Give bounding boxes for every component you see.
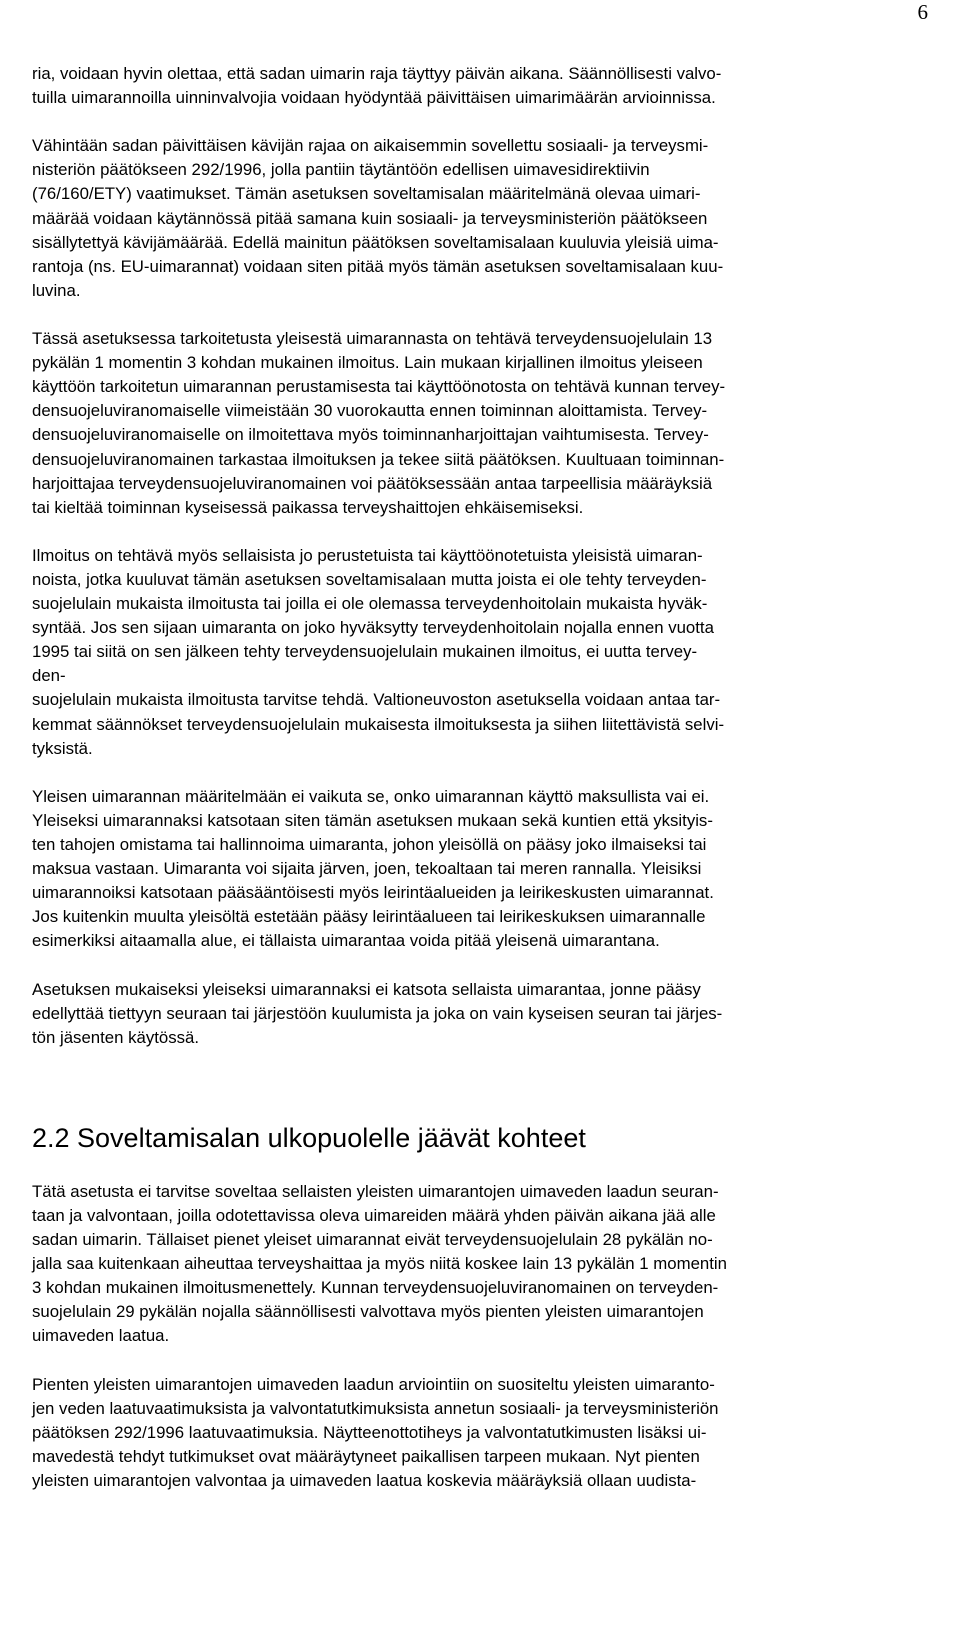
section-heading: 2.2 Soveltamisalan ulkopuolelle jäävät kohteet: [32, 1122, 586, 1153]
paragraph: Asetuksen mukaiseksi yleiseksi uimarannaksi ei katsota sellaista uimarantaa, jonne pääsy edellyttää tiettyyn seuraan tai järjestöön kuulumista ja joka on vain kyseisen seuran tai järjes- tön jäsenten käytössä.: [32, 979, 723, 1047]
paragraph: Yleisen uimarannan määritelmään ei vaikuta se, onko uimarannan käyttö maksullista vai ei. Yleiseksi uimarannaksi katsotaan siten tämän asetuksen mukaan sekä kuntien että yksityis- ten tahojen omistama tai hallinnoima uimaranta, johon yleisöllä on pääsy joko ilmaiseksi tai maksua vastaan. Uimaranta voi sijaita järven, joen, tekoaltaan tai meren rannalla. Yleisiksi uimarannoiksi katsotaan pääsääntöisesti myös leirintäalueiden ja leirikeskusten uimarannat. Jos kuitenkin muulta yleisöltä estetään pääsy leirintäalueen tai leirikeskuksen uimarannalle esimerkiksi aitaamalla alue, ei tällaista uimarantaa voida pitää yleisenä uimarantana.: [32, 786, 714, 951]
paragraph: ria, voidaan hyvin olettaa, että sadan uimarin raja täyttyy päivän aikana. Säännöllisesti valvo- tuilla uimarannoilla uinninvalvojia voidaan hyödyntää päivittäisen uimarimäärän arvioinnissa.: [32, 64, 722, 108]
paragraph: Vähintään sadan päivittäisen kävijän rajaa on aikaisemmin sovellettu sosiaali- ja terveysmi- nisteriön päätökseen 292/1996, jolla pantiin täytäntöön edellisen uimavesidirektiivin (76/160/ETY) vaatimukset. Tämän asetuksen soveltamisalan määritelmänä olevaa uimari- määrää voidaan käytännössä pitää samana kuin sosiaali- ja terveysministeriön päätökseen sisällytettyä kävijämäärää. Edellä mainitun päätöksen soveltamisalaan kuuluvia yleisiä uima- rantoja (ns. EU-uimarannat) voidaan siten pitää myös tämän asetuksen soveltamisalaan kuu- luvina.: [32, 136, 724, 300]
paragraph: Ilmoitus on tehtävä myös sellaisista jo perustetuista tai käyttöönotetuista yleisistä uimaran- noista, jotka kuuluvat tämän asetuksen soveltamisalaan mutta joista ei ole tehty terveyden- suojelulain mukaista ilmoitusta tai joilla ei ole olemassa terveydenhoitolain mukaista hyväk- syntää. Jos sen sijaan uimaranta on joko hyväksytty terveydenhoitolain nojalla ennen vuotta 1995 tai siitä on sen jälkeen tehty terveydensuojelulain mukainen ilmoitus, ei uutta tervey- den- suojelulain mukaista ilmoitusta tarvitse tehdä. Valtioneuvoston asetuksella voidaan antaa tar- kemmat säännökset terveydensuojelulain mukaisesta ilmoituksesta ja siihen liitettävistä selvi- tyksistä.: [32, 545, 725, 758]
paragraph: Pienten yleisten uimarantojen uimaveden laadun arviointiin on suositeltu yleisten uimaranto- jen veden laatuvaatimuksista ja valvontatutkimuksista annetun sosiaali- ja terveysministeriön päätöksen 292/1996 laatuvaatimuksia. Näytteenottotiheys ja valvontatutkimusten lisäksi ui- mavedestä tehdyt tutkimukset ovat määräytyneet paikallisen tarpeen mukaan. Nyt pienten yleisten uimarantojen valvontaa ja uimaveden laatua koskevia määräyksiä ollaan uudista-: [32, 1374, 719, 1490]
paragraph: Tässä asetuksessa tarkoitetusta yleisestä uimarannasta on tehtävä terveydensuojelulain 13 pykälän 1 momentin 3 kohdan mukainen ilmoitus. Lain mukaan kirjallinen ilmoitus yleiseen käyttöön tarkoitetun uimarannan perustamisesta tai käyttöönotosta on tehtävä kunnan tervey- densuojeluviranomaiselle viimeistään 30 vuorokautta ennen toiminnan aloittamista. Tervey- densuojeluviranomaiselle on ilmoitettava myös toiminnanharjoittajan vaihtumisesta. Tervey- densuojeluviranomainen tarkastaa ilmoituksen ja tekee siitä päätöksen. Kuultuaan toiminnan- harjoittajaa terveydensuojeluviranomainen voi päätöksessään antaa tarpeellisia määräyksiä tai kieltää toiminnan kyseisessä paikassa terveyshaittojen ehkäisemiseksi.: [32, 329, 726, 517]
page-number: 6: [917, 0, 928, 24]
paragraph: Tätä asetusta ei tarvitse soveltaa sellaisten yleisten uimarantojen uimaveden laadun seuran- taan ja valvontaan, joilla odotettavissa oleva uimareiden määrä yhden päivän aikana jää alle sadan uimarin. Tällaiset pienet yleiset uimarannat eivät terveydensuojelulain 28 pykälän no- jalla saa kuitenkaan aiheuttaa terveyshaittaa ja myös niitä koskee lain 13 pykälän 1 momentin 3 kohdan mukainen ilmoitusmenettely. Kunnan terveydensuojeluviranomainen on terveyden- suojelulain 29 pykälän nojalla säännöllisesti valvottava myös pienten yleisten uimarantojen uimaveden laatua.: [32, 1181, 727, 1346]
document-body: [32, 62, 922, 1493]
